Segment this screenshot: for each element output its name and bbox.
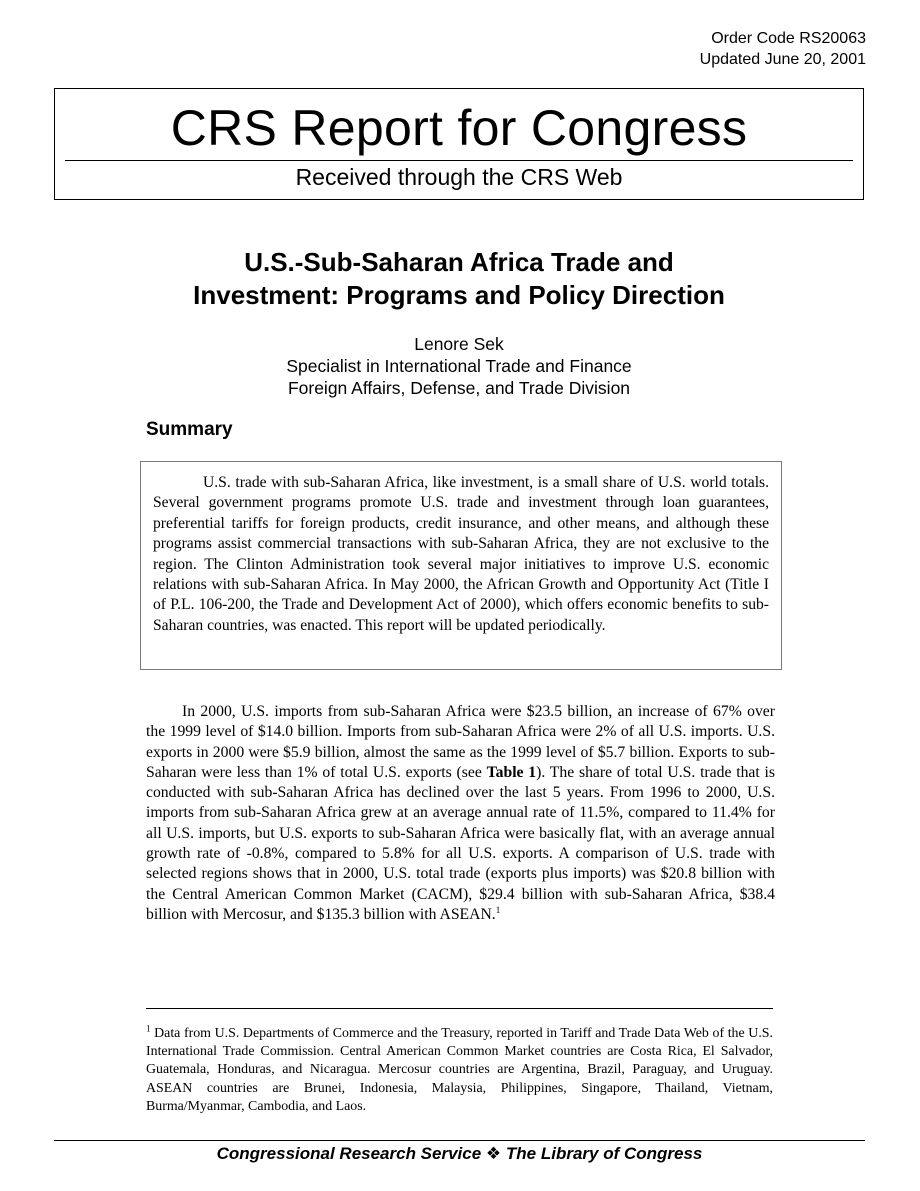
report-title <box>54 246 864 312</box>
body-text-part-1: In 2000, U.S. imports from sub-Saharan Africa were $23.5 billion, an increase of 67% over the 1999 level of $14.0 billion. Imports from sub-Saharan Africa were 2% of all U.S. imports. U.S. exports in 2000 were $5.9 billion, almost the same as the 1999 level of $5.7 billion. Exports to sub-Saharan were less than 1% of total U.S. exports (see <box>146 703 775 781</box>
updated-date: Updated June 20, 2001 <box>699 51 866 68</box>
summary-box <box>140 461 782 670</box>
summary-heading: Summary <box>146 419 233 440</box>
header-divider <box>65 160 853 161</box>
footnote-marker: 1 <box>495 904 501 915</box>
summary-text: U.S. trade with sub-Saharan Africa, like investment, is a small share of U.S. world totals. Several government programs promote U.S. trade and investment through loan guarantees, preferential tariffs for foreign products, credit insurance, and other means, and although these programs assist commercial transactions with sub-Saharan Africa, they are not exclusive to the region. The Clinton Administration took several major initiatives to improve U.S. economic relations with sub-Saharan Africa. In May 2000, the African Growth and Opportunity Act (Title I of P.L. 106-200, the Trade and Development Act of 2000), which offers economic benefits to sub-Saharan countries, was enacted. This report will be updated periodically. <box>153 474 769 634</box>
header-title: CRS Report for Congress <box>170 100 748 156</box>
body-text-part-2: ). The share of total U.S. trade that is conducted with sub-Saharan Africa has declined over the last 5 years. From 1996 to 2000, U.S. imports from sub-Saharan Africa grew at an average annual rate of 11.5%, compared to 11.4% for all U.S. imports, but U.S. exports to sub-Saharan Africa were basically flat, with an average annual growth rate of -0.8%, compared to 5.8% for all U.S. exports. A comparison of U.S. trade with selected regions shows that in 2000, U.S. total trade (exports plus imports) was $20.8 billion with the Central American Common Market (CACM), $29.4 billion with sub-Saharan Africa, $38.4 billion with Mercosur, and $135.3 billion with ASEAN. <box>146 763 775 923</box>
author-title: Specialist in International Trade and Finance <box>286 356 632 376</box>
footnote-text: Data from U.S. Departments of Commerce and the Treasury, reported in Tariff and Trade Data Web of the U.S. International Trade Commission. Central American Common Market countries are Costa Rica, El Salvador, Guatemala, Honduras, and Nicaragua. Mercosur countries are Argentina, Brazil, Paraguay, and Uruguay. ASEAN countries are Brunei, Indonesia, Malaysia, Philippines, Singapore, Thailand, Vietnam, Burma/Myanmar, Cambodia, and Laos. <box>146 1026 773 1114</box>
body-paragraph <box>146 702 775 925</box>
footnote-divider <box>146 1008 773 1009</box>
footer-left-text: Congressional Research Service <box>216 1144 482 1163</box>
order-info <box>700 28 866 70</box>
order-code: Order Code RS20063 <box>711 30 866 47</box>
author-division: Foreign Affairs, Defense, and Trade Division <box>287 378 631 398</box>
footer-right-text: The Library of Congress <box>505 1144 703 1163</box>
report-title-line-1: U.S.-Sub-Saharan Africa Trade and <box>244 247 674 277</box>
footnote <box>146 1025 773 1116</box>
author-block <box>54 333 864 399</box>
footer-divider <box>54 1140 865 1141</box>
header-subtitle: Received through the CRS Web <box>295 164 623 190</box>
report-title-line-2: Investment: Programs and Policy Direction <box>193 280 725 310</box>
report-header-box <box>54 88 864 200</box>
table-reference: Table 1 <box>486 763 537 781</box>
diamond-separator-icon: ❖ <box>485 1144 502 1163</box>
footnote-number: 1 <box>146 1023 151 1034</box>
author-name: Lenore Sek <box>414 334 504 354</box>
page-footer <box>54 1143 865 1165</box>
